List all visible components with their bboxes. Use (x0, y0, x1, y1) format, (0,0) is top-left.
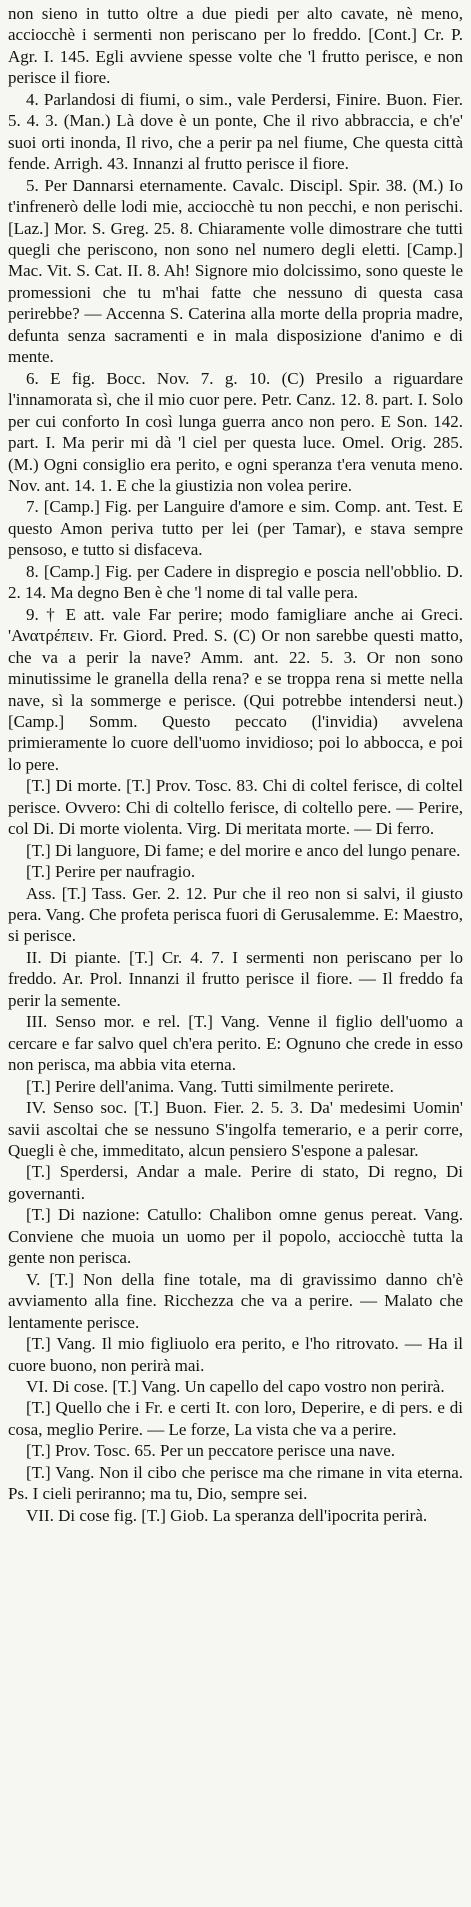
section-ii-plants: II. Di piante. [T.] Cr. 4. 7. I sermenti non periscano per lo freddo. Ar. Prol. Innanzi il frutto perisce il fiore. — Il freddo fa perir la semente. (8, 947, 463, 1010)
subsense-deperire: [T.] Quello che i Fr. e certi It. con loro, Deperire, e di pers. e di cosa, meglio Perire. — Le forze, La vista che va a perire. (8, 1398, 463, 1439)
subsense-figliuolo: [T.] Vang. Il mio figliuolo era perito, e l'ho ritrovato. — Ha il cuore buono, non perirà mai. (8, 1334, 463, 1375)
section-iv-social: IV. Senso soc. [T.] Buon. Fier. 2. 5. 3. Da' medesimi Uomin' savii ascoltai che se nessuno S'ingolfa temerario, e a perir corre, Quegli è che, immeditato, alcun pensiero S'espone a palesar. (8, 1098, 463, 1161)
entry-paragraph-continuation: non sieno in tutto oltre a due piedi per alto cavate, nè meno, acciocchè i sermenti non periscano per lo freddo. [Cont.] Cr. P. Agr. I. 145. Egli avviene spesse volte che 'l frutto perisce, e non perisce il fiore. (8, 4, 463, 88)
sense-6-figurative: 6. E fig. Bocc. Nov. 7. g. 10. (C) Presilo a riguardare l'innamorata sì, che il mio cuor pere. Petr. Canz. 12. 8. part. I. Solo per cui conforto In così lunga guerra anco non pero. E Son. 142. part. I. Ma perir mi dà 'l ciel per questa luce. Omel. Orig. 285. (M.) Ogni consiglio era perito, e ogni speranza t'era venuta meno. Nov. ant. 14. 1. E che la giustizia non volea perire. (8, 368, 463, 495)
sense-5-damnation: 5. Per Dannarsi eternamente. Cavalc. Discipl. Spir. 38. (M.) Io t'infrenerò delle lodi mie, acciocchè tu non pecchi, e non perischi. [Laz.] Mor. S. Greg. 25. 8. Chiaramente volle dimostrare che tutti quegli che periscono, non sono nel numero degli eletti. [Camp.] Mac. Vit. S. Cat. II. 8. Ah! Signore mio dolcissimo, sono queste le promessioni che tu m'hai fatte che nessuno di questa casa perirebbe? — Accenna S. Caterina alla morte della propria madre, defunta senza sacramenti e in mala disposizione d'animo e di mente. (8, 175, 463, 367)
subsense-proverb-ship: [T.] Prov. Tosc. 65. Per un peccatore perisce una nave. (26, 1441, 396, 1461)
section-v-damage: V. [T.] Non della fine totale, ma di gravissimo danno ch'è avviamento alla fine. Ricchezza che va a perire. — Malato che lentamente perisce. (8, 1269, 463, 1332)
subsense-di-morte: [T.] Di morte. [T.] Prov. Tosc. 83. Chi di coltel ferisce, di coltel perisce. Ovvero: Chi di coltello ferisce, di coltello pere. — Perire, col Di. Di morte violenta. Virg. Di meritata morte. — Di ferro. (8, 776, 463, 839)
sense-8-oblivion: 8. [Camp.] Fig. per Cadere in dispregio e poscia nell'obblio. D. 2. 14. Ma degno Ben è che 'l nome di tal valle pera. (8, 561, 463, 603)
subsense-anima: [T.] Perire dell'anima. Vang. Tutti similmente perirete. (26, 1076, 394, 1096)
subsense-assoluto: Ass. [T.] Tass. Ger. 2. 12. Pur che il reo non si salvi, il giusto pera. Vang. Che profeta perisca fuori di Gerusalemme. E: Maestro, si perisce. (8, 883, 463, 946)
subsense-cibo: [T.] Vang. Non il cibo che perisce ma che rimane in vita eterna. Ps. I cieli periranno; ma tu, Dio, sempre sei. (8, 1462, 463, 1504)
section-iii-moral: III. Senso mor. e rel. [T.] Vang. Venne il figlio dell'uomo a cercare e far salvo quel ch'era perito. E: Ognuno che crede in esso non perisca, ma abbia vita eterna. (8, 1012, 463, 1075)
section-vii-figurative-things: VII. Di cose fig. [T.] Giob. La speranza dell'ipocrita perirà. (26, 1505, 428, 1525)
section-vi-things: VI. Di cose. [T.] Vang. Un capello del capo vostro non perirà. (26, 1377, 445, 1396)
subsense-sperdersi: [T.] Sperdersi, Andar a male. Perire di stato, Di regno, Di governanti. (8, 1162, 463, 1203)
subsense-naufragio: [T.] Perire per naufragio. (26, 862, 196, 882)
sense-7-languish: 7. [Camp.] Fig. per Languire d'amore e sim. Comp. ant. Test. E questo Amon periva tutto per lei (per Tamar), e stava sempre pensoso, e tutto si disfaceva. (8, 497, 463, 560)
subsense-nazione: [T.] Di nazione: Catullo: Chalibon omne genus pereat. Vang. Conviene che muoia un uomo per il popolo, acciocchè tutta la gente non perisca. (8, 1205, 463, 1268)
subsense-di-languore: [T.] Di languore, Di fame; e del morire e anco del lungo penare. (26, 840, 461, 860)
sense-4-rivers: 4. Parlandosi di fiumi, o sim., vale Perdersi, Finire. Buon. Fier. 5. 4. 3. (Man.) Là dove è un ponte, Che il rivo abbraccia, e ch'e' suoi orti inonda, Il rivo, che a perir pa nel fiume, Che questa città fende. Arrigh. 43. Innanzi al frutto perisce il fiore. (8, 89, 463, 174)
sense-9-transitive: 9. † E att. vale Far perire; modo famigliare anche ai Greci. 'Ανατρέπειν. Fr. Giord. Pred. S. (C) Or non sarebbe questi matto, che va a perir la nave? Amm. ant. 22. 5. 3. Or non sono minutissime le granella della rena? e se troppa rena si mette nella nave, sì la sommerge e perisce. (Qui potrebbe intendersi neut.) [Camp.] Somm. Questo peccato (l'invidia) avvelena primieramente lo cuore dell'uomo invidioso; poi lo abbocca, e poi lo pere. (8, 604, 463, 774)
